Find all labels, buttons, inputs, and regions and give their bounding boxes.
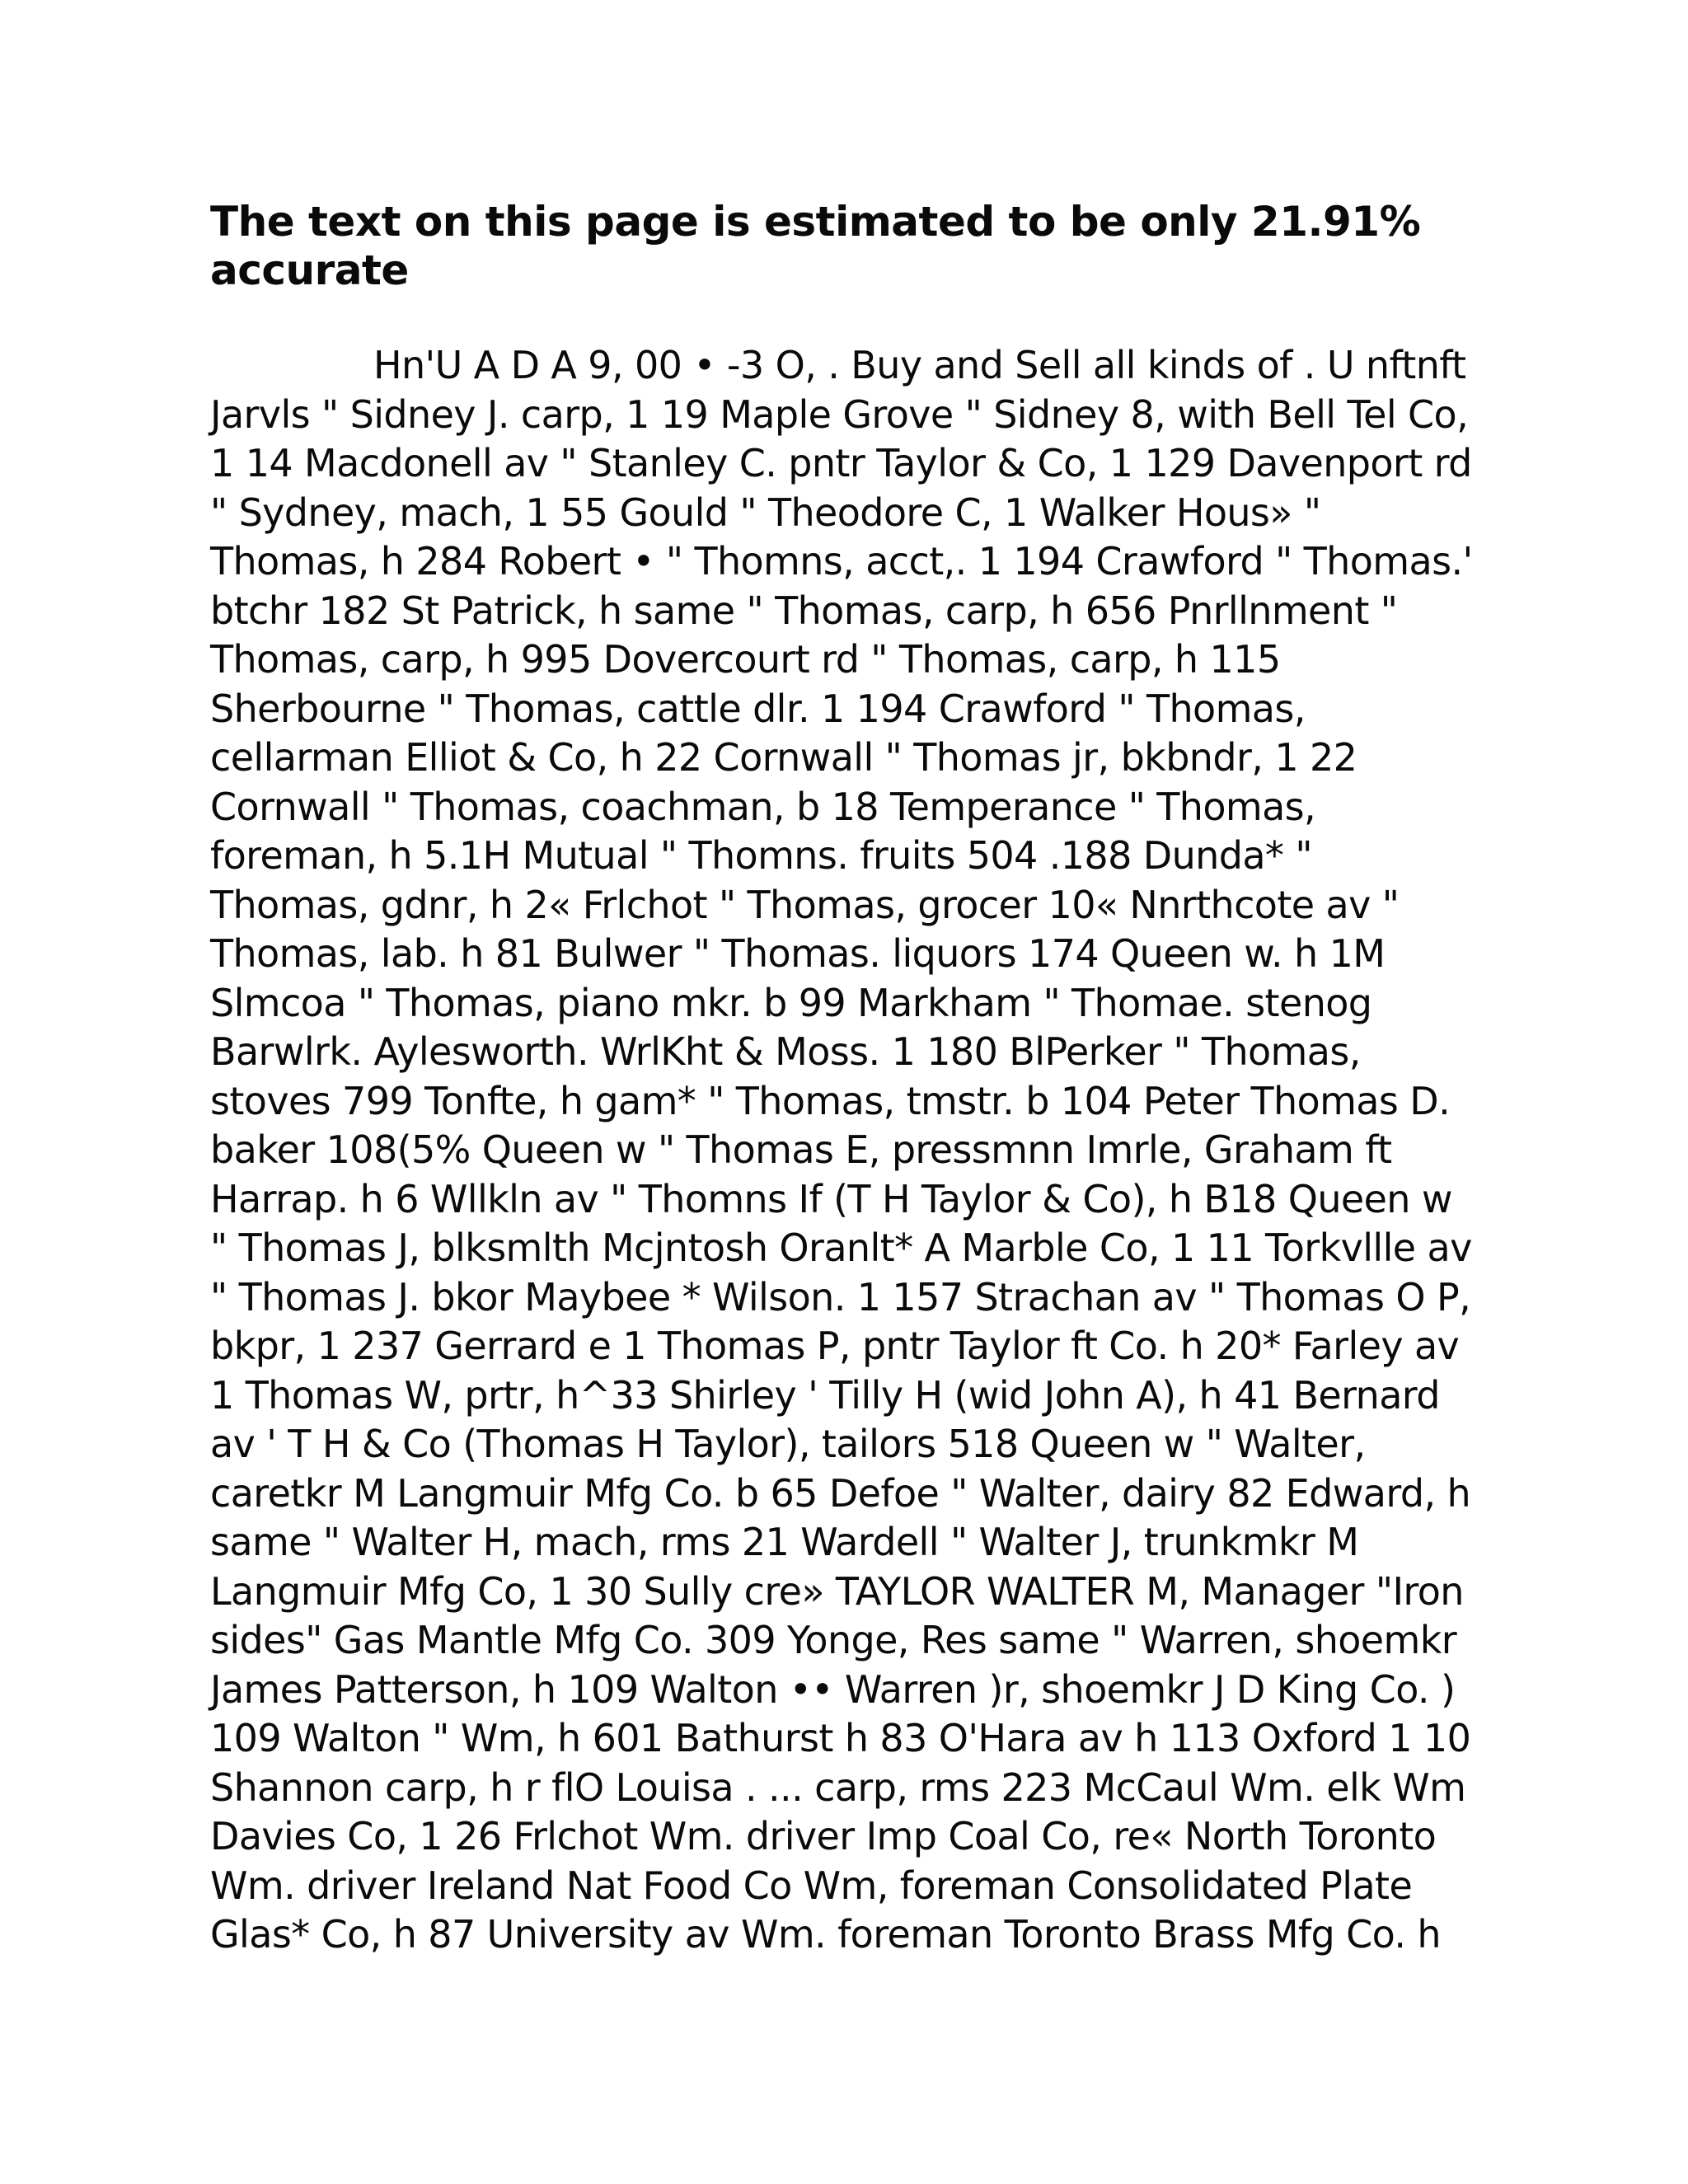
- document-page: [210, 198, 1475, 1960]
- ocr-body-text: Hn'U A D A 9, 00 • -3 O, . Buy and Sell all kinds of . U nftnft Jarvls " Sidney J. carp, 1 19 Maple Grove " Sidney 8, with Bell Tel Co, 1 14 Macdonell av " Stanley C. pntr Taylor & Co, 1 129 Davenport rd " Sydney, mach, 1 55 Gould " Theodore C, 1 Walker Hous» " Thomas, h 284 Robert • " Thomns, acct,. 1 194 Crawford " Thomas.' btchr 182 St Patrick, h same " Thomas, carp, h 656 Pnrllnment " Thomas, carp, h 995 Dovercourt rd " Thomas, carp, h 115 Sherbourne " Thomas, cattle dlr. 1 194 Crawford " Thomas, cellarman Elliot & Co, h 22 Cornwall " Thomas jr, bkbndr, 1 22 Cornwall " Thomas, coachman, b 18 Temperance " Thomas, foreman, h 5.1H Mutual " Thomns. fruits 504 .188 Dunda* " Thomas, gdnr, h 2« Frlchot " Thomas, grocer 10« Nnrthcote av " Thomas, lab. h 81 Bulwer " Thomas. liquors 174 Queen w. h 1M Slmcoa " Thomas, piano mkr. b 99 Markham " Thomae. stenog Barwlrk. Aylesworth. WrlKht & Moss. 1 180 BlPerker " Thomas, stoves 799 Tonfte, h gam* " Thomas, tmstr. b 104 Peter Thomas D. baker 108(5% Queen w " Thomas E, pressmnn Imrle, Graham ft Harrap. h 6 Wllkln av " Thomns If (T H Taylor & Co), h B18 Queen w " Thomas J, blksmlth Mcjntosh Oranlt* A Marble Co, 1 11 Torkvllle av " Thomas J. bkor Maybee * Wilson. 1 157 Strachan av " Thomas O P, bkpr, 1 237 Gerrard e 1 Thomas P, pntr Taylor ft Co. h 20* Farley av 1 Thomas W, prtr, h^33 Shirley ' Tilly H (wid John A), h 41 Bernard av ' T H & Co (Thomas H Taylor), tailors 518 Queen w " Walter, caretkr M Langmuir Mfg Co. b 65 Defoe " Walter, dairy 82 Edward, h same " Walter H, mach, rms 21 Wardell " Walter J, trunkmkr M Langmuir Mfg Co, 1 30 Sully cre» TAYLOR WALTER M, Manager "Iron sides" Gas Mantle Mfg Co. 309 Yonge, Res same " Warren, shoemkr James Patterson, h 109 Walton •• Warren )r, shoemkr J D King Co. ) 109 Walton " Wm, h 601 Bathurst h 83 O'Hara av h 113 Oxford 1 10 Shannon carp, h r flO Louisa . ... carp, rms 223 McCaul Wm. elk Wm Davies Co, 1 26 Frlchot Wm. driver Imp Coal Co, re« North Toronto Wm. driver Ireland Nat Food Co Wm, foreman Consolidated Plate Glas* Co, h 87 University av Wm. foreman Toronto Brass Mfg Co. h: [210, 343, 1473, 1957]
- accuracy-heading: The text on this page is estimated to be only 21.91% accurate: [210, 198, 1421, 294]
